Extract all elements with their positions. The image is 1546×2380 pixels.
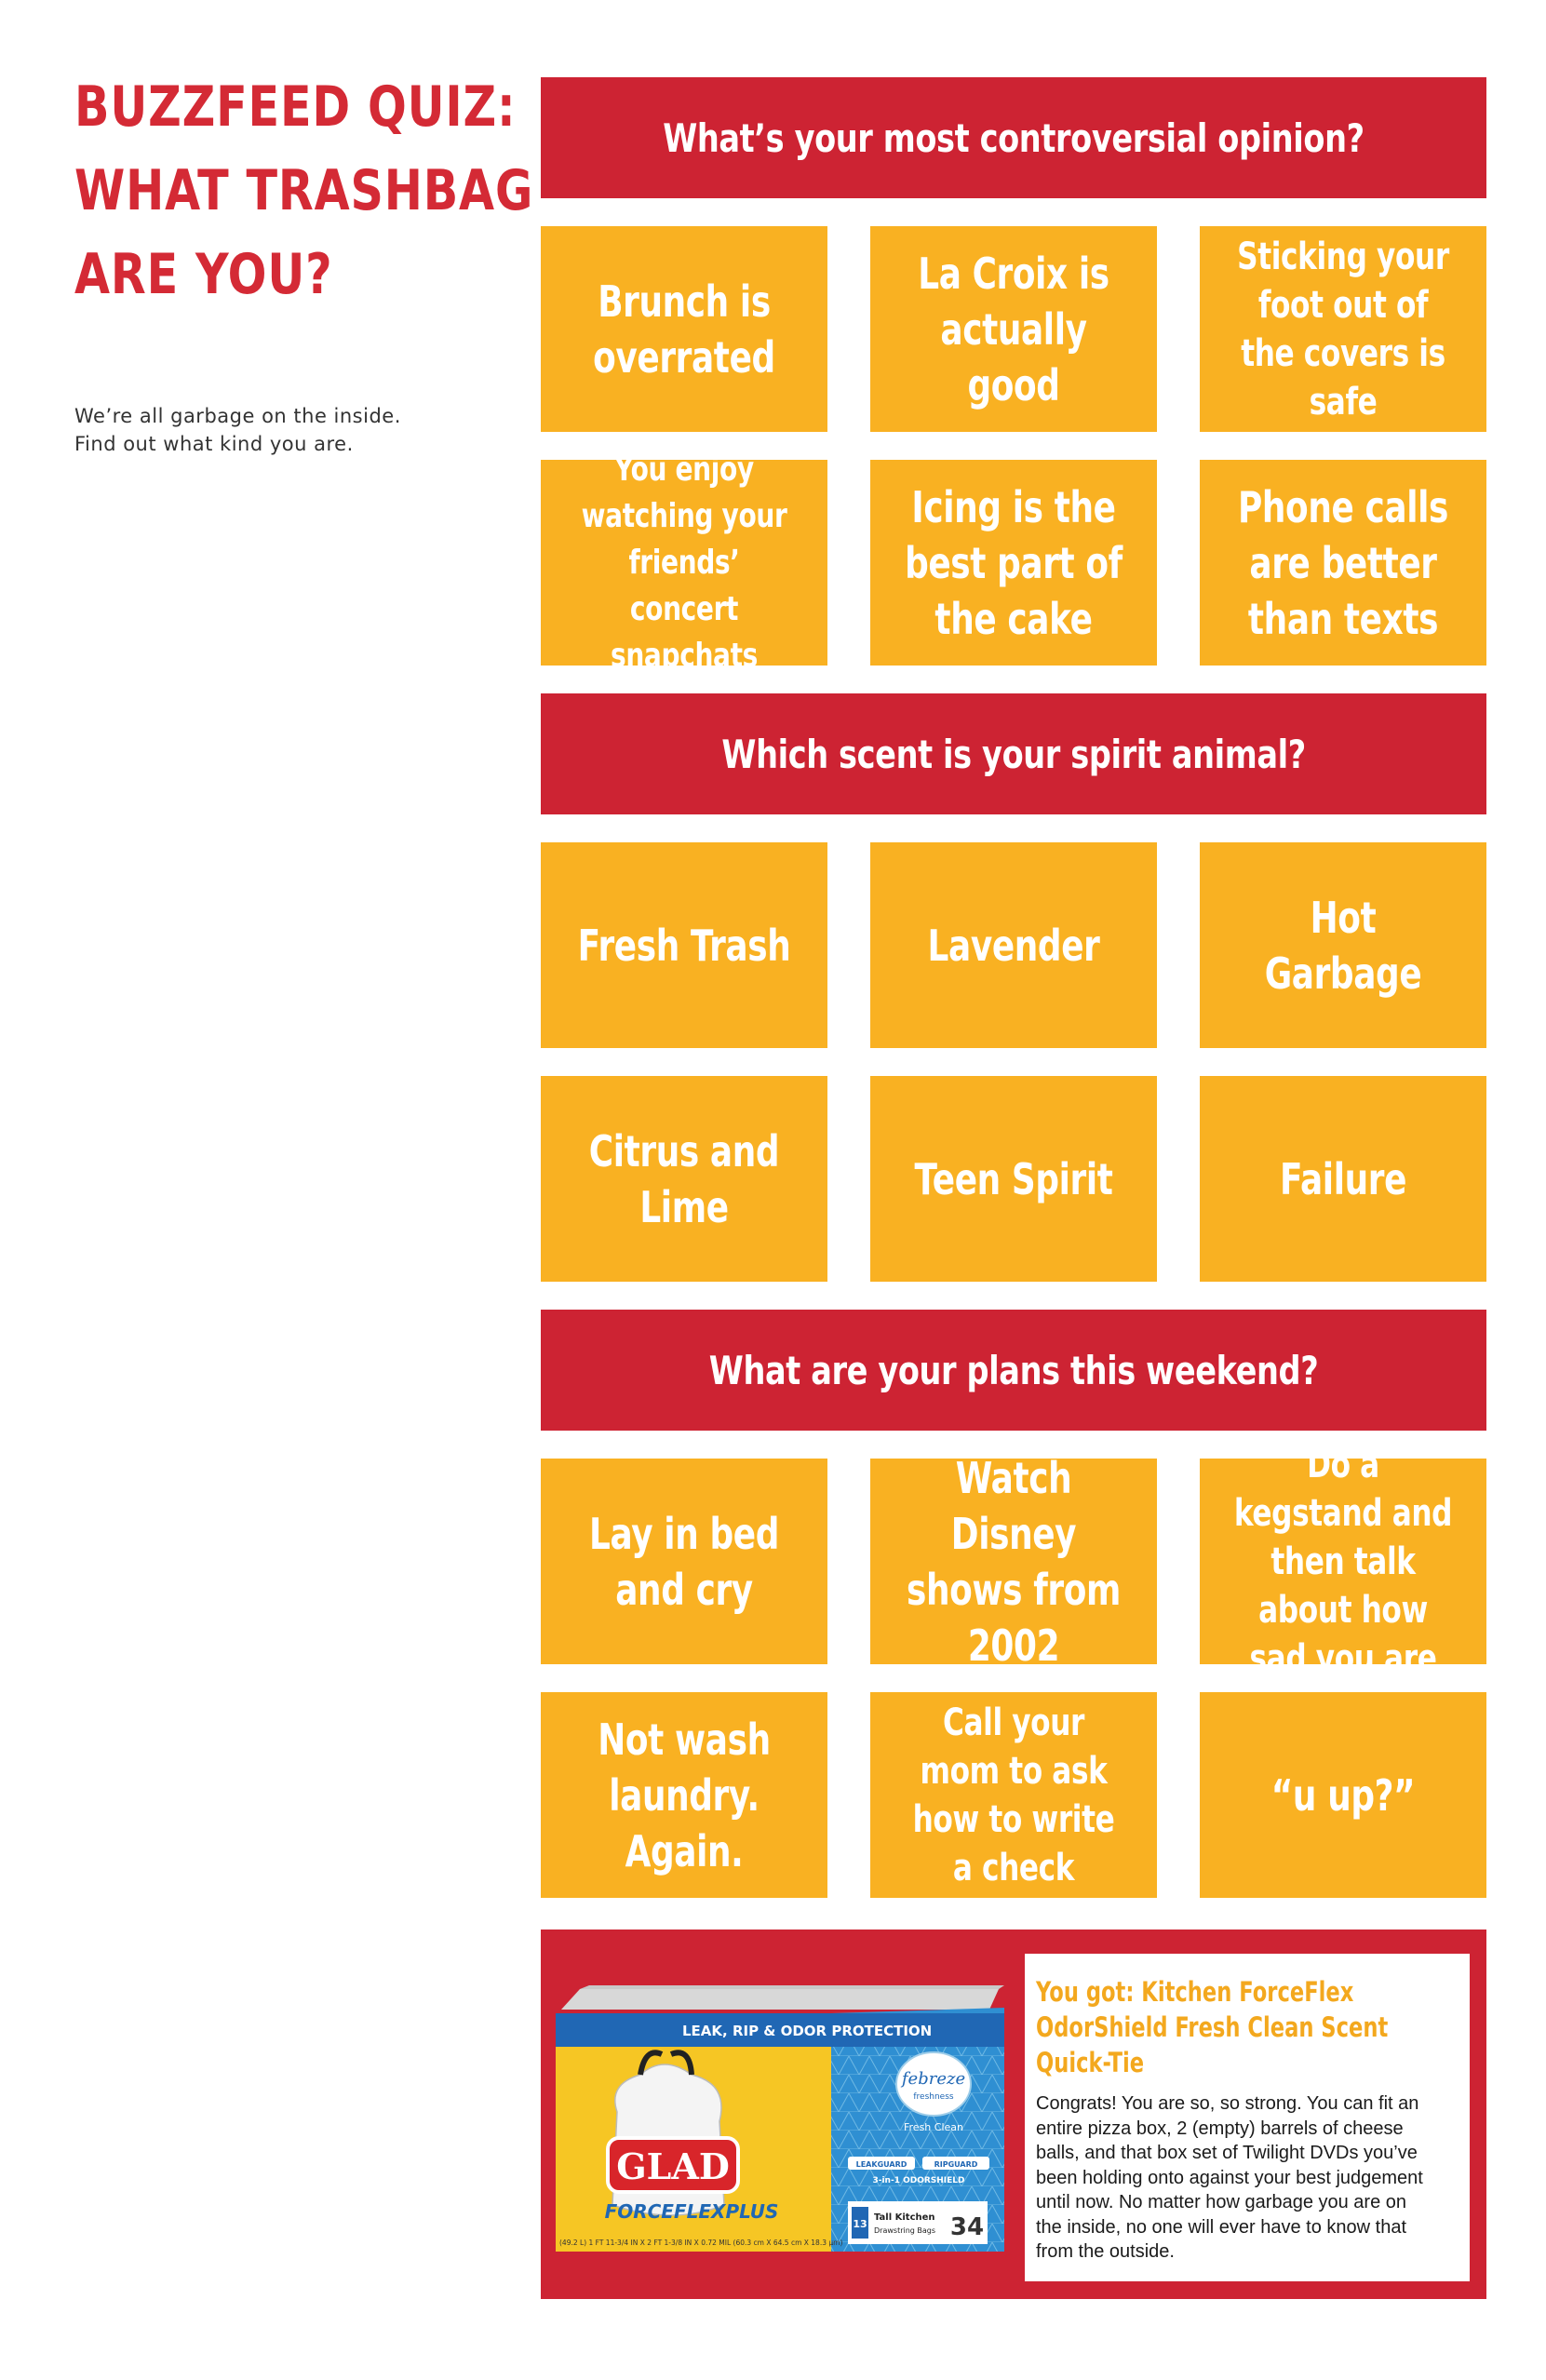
product-partner: febreze (901, 2069, 966, 2089)
quiz-questions (541, 77, 1486, 1926)
quiz-title-line: BUZZFEED QUIZ: (74, 74, 517, 140)
answer-tile[interactable] (870, 226, 1157, 432)
product-feature-1: LEAKGUARD (855, 2160, 907, 2169)
result-heading (1036, 1974, 1443, 2084)
answer-text: Call your mom to ask how to write a check (912, 1701, 1115, 1889)
product-feature-2: RIPGUARD (934, 2160, 978, 2169)
product-line: FORCEFLEXPLUS (604, 2200, 779, 2223)
answer-tile[interactable] (541, 226, 827, 432)
answer-grid-1 (541, 226, 1486, 675)
quiz-title-line: ARE YOU? (74, 242, 333, 307)
answer-text: Not wash laundry. Again. (598, 1714, 771, 1876)
product-size-small: 13 (853, 2218, 867, 2230)
product-size-label: Tall Kitchen (874, 2212, 935, 2223)
answer-grid-3 (541, 1443, 1486, 1898)
answer-text: Icing is the best part of the cake (905, 481, 1123, 644)
answer-tile[interactable] (541, 1459, 827, 1664)
result-description-line: from the outside. (1036, 2241, 1175, 2262)
quiz-subtitle-line: Find out what kind you are. (74, 433, 354, 455)
result-card (1025, 1954, 1470, 2281)
result-description-line: been holding onto against your best judgement (1036, 2167, 1423, 2188)
quiz-title-line: WHAT TRASHBAG (74, 158, 534, 223)
product-scent: Fresh Clean (904, 2121, 963, 2133)
question-banner-3 (541, 1310, 1486, 1431)
question-text: Which scent is your spirit animal? (721, 731, 1306, 777)
glad-trashbag-box-image (552, 1982, 1008, 2257)
product-size-label-2: Drawstring Bags (874, 2226, 936, 2235)
answer-tile[interactable] (1200, 1692, 1486, 1898)
answer-text: Phone calls are better than texts (1237, 481, 1449, 644)
answer-tile[interactable] (870, 460, 1157, 666)
quiz-title (74, 65, 534, 316)
answer-text: Teen Spirit (914, 1153, 1113, 1204)
answer-tile[interactable] (1200, 226, 1486, 432)
answer-tile[interactable] (541, 450, 827, 675)
answer-text: Watch Disney shows from 2002 (906, 1452, 1121, 1671)
answer-text: “u up?” (1270, 1769, 1416, 1821)
answer-tile[interactable] (1200, 842, 1486, 1048)
result-description-line: entire pizza box, 2 (empty) barrels of cheese (1036, 2118, 1404, 2139)
quiz-subtitle-line: We’re all garbage on the inside. (74, 405, 401, 427)
product-count: 34 (949, 2213, 985, 2241)
result-heading-line: You got: Kitchen ForceFlex (1036, 1976, 1354, 2008)
answer-text: Fresh Trash (577, 920, 791, 971)
answer-text: La Croix is actually good (918, 248, 1109, 410)
answer-text: Brunch is overrated (593, 276, 775, 383)
quiz-result (541, 1930, 1486, 2299)
answer-text: Failure (1279, 1153, 1407, 1204)
question-text: What’s your most controversial opinion? (663, 114, 1365, 161)
question-text: What are your plans this weekend? (708, 1347, 1319, 1393)
answer-text: Do a kegstand and then talk about how sad you are (1233, 1443, 1453, 1680)
answer-text: Hot Garbage (1264, 892, 1422, 999)
result-description-line: until now. No matter how garbage you are on (1036, 2192, 1407, 2212)
result-heading-line: Quick-Tie (1036, 2047, 1145, 2078)
result-description-line: the inside, no one will ever have to know that (1036, 2216, 1407, 2238)
answer-tile[interactable] (541, 1076, 827, 1282)
answer-tile[interactable] (870, 1076, 1157, 1282)
product-tagline: LEAK, RIP & ODOR PROTECTION (682, 2023, 933, 2039)
product-brand: GLAD (616, 2145, 730, 2187)
product-feature-3: 3-in-1 ODORSHIELD (872, 2176, 965, 2185)
answer-tile[interactable] (1200, 460, 1486, 666)
product-dims: (49.2 L) 1 FT 11-3/4 IN X 2 FT 1-3/8 IN X 0.72 MIL (60.3 cm X 64.5 cm X 18.3 µm) (559, 2239, 843, 2247)
quiz-header (74, 65, 534, 458)
result-description-line: Congrats! You are so, so strong. You can fit an (1036, 2093, 1419, 2114)
answer-text: Sticking your foot out of the covers is safe (1237, 235, 1449, 424)
quiz-subtitle (74, 402, 503, 458)
answer-text: Lavender (927, 920, 1100, 971)
answer-tile[interactable] (1200, 1443, 1486, 1680)
result-heading-line: OdorShield Fresh Clean Scent (1036, 2011, 1389, 2043)
answer-grid-2 (541, 842, 1486, 1282)
question-banner-1 (541, 77, 1486, 198)
answer-text: You enjoy watching your friends’ concert snapchats (581, 450, 787, 675)
answer-text: Citrus and Lime (588, 1125, 780, 1232)
answer-tile[interactable] (870, 1452, 1157, 1671)
result-description-line: balls, and that box set of Twilight DVDs you’ve (1036, 2143, 1418, 2163)
answer-text: Lay in bed and cry (589, 1508, 779, 1615)
product-partner-sub: freshness (913, 2092, 954, 2102)
answer-tile[interactable] (541, 1692, 827, 1898)
answer-tile[interactable] (870, 842, 1157, 1048)
answer-tile[interactable] (1200, 1076, 1486, 1282)
result-description (1036, 2091, 1459, 2265)
answer-tile[interactable] (870, 1692, 1157, 1898)
question-banner-2 (541, 693, 1486, 814)
answer-tile[interactable] (541, 842, 827, 1048)
